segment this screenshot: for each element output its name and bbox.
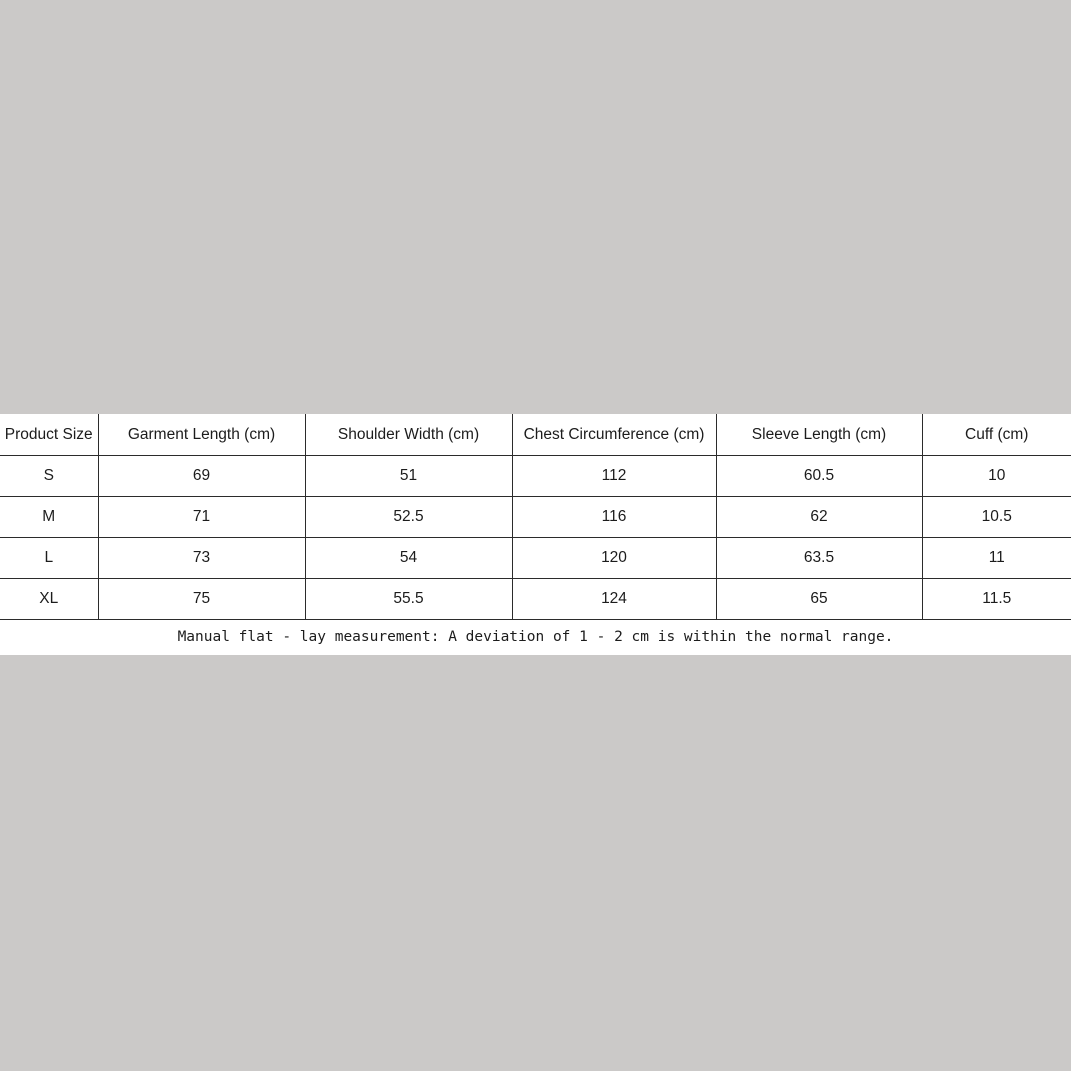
cell-cuff: 11 [922,538,1071,579]
cell-size: XL [0,579,98,620]
size-chart-block [0,414,1071,655]
cell-shoulder-width: 51 [305,456,512,497]
cell-shoulder-width: 54 [305,538,512,579]
cell-sleeve-length: 65 [716,579,922,620]
cell-shoulder-width: 52.5 [305,497,512,538]
cell-chest-circumference: 112 [512,456,716,497]
column-header-sleeve-length: Sleeve Length (cm) [716,414,922,456]
cell-shoulder-width: 55.5 [305,579,512,620]
measurement-note: Manual flat - lay measurement: A deviation of 1 - 2 cm is within the normal range. [0,620,1071,655]
table-row [0,538,1071,579]
column-header-chest-circumference: Chest Circumference (cm) [512,414,716,456]
cell-garment-length: 75 [98,579,305,620]
cell-garment-length: 69 [98,456,305,497]
table-row [0,579,1071,620]
table-row [0,456,1071,497]
cell-sleeve-length: 62 [716,497,922,538]
table-row [0,497,1071,538]
cell-cuff: 11.5 [922,579,1071,620]
cell-cuff: 10.5 [922,497,1071,538]
cell-chest-circumference: 124 [512,579,716,620]
cell-sleeve-length: 60.5 [716,456,922,497]
cell-garment-length: 73 [98,538,305,579]
table-header-row [0,414,1071,456]
column-header-product-size: Product Size [0,414,98,456]
column-header-shoulder-width: Shoulder Width (cm) [305,414,512,456]
cell-sleeve-length: 63.5 [716,538,922,579]
cell-chest-circumference: 116 [512,497,716,538]
cell-size: L [0,538,98,579]
column-header-garment-length: Garment Length (cm) [98,414,305,456]
cell-cuff: 10 [922,456,1071,497]
cell-chest-circumference: 120 [512,538,716,579]
column-header-cuff: Cuff (cm) [922,414,1071,456]
cell-garment-length: 71 [98,497,305,538]
cell-size: M [0,497,98,538]
size-chart-table [0,414,1071,620]
cell-size: S [0,456,98,497]
